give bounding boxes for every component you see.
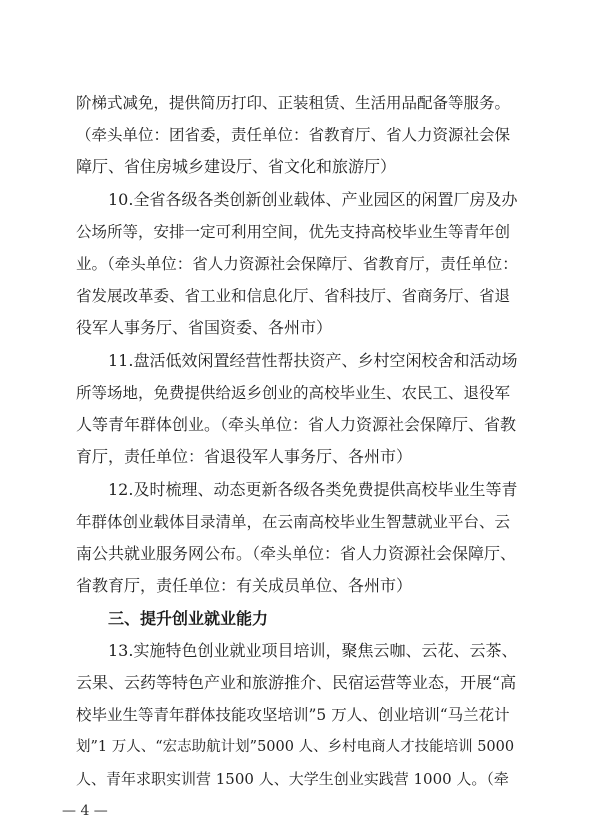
paragraph-line: 划”1 万人、“宏志助航计划”5000 人、乡村电商人才技能培训 5000 xyxy=(76,739,515,755)
paragraph-line: 人、青年求职实训营 1500 人、大学生创业实践营 1000 人。（牵 xyxy=(76,770,509,788)
paragraph-line: 省发展改革委、省工业和信息化厅、省科技厅、省商务厅、省退 xyxy=(76,287,511,305)
paragraph-line: 年群体创业载体目录清单，在云南高校毕业生智慧就业平台、云 xyxy=(76,513,511,531)
paragraph-line: 校毕业生等青年群体技能攻坚培训”5 万人、创业培训“马兰花计 xyxy=(76,706,510,724)
paragraph-line: 障厅、省住房城乡建设厅、省文化和旅游厅） xyxy=(76,157,397,176)
paragraph-line: 省教育厅，责任单位：有关成员单位、各州市） xyxy=(76,576,413,595)
paragraph-line: 公场所等，安排一定可利用空间，优先支持高校毕业生等青年创 xyxy=(76,223,511,241)
paragraph-line: 役军人事务厅、省国资委、各州市） xyxy=(76,318,333,337)
paragraph-line: （牵头单位：团省委，责任单位：省教育厅、省人力资源社会保 xyxy=(76,126,511,144)
paragraph-line: 人等青年群体创业。（牵头单位：省人力资源社会保障厅、省教 xyxy=(76,415,517,434)
paragraph-line: 10.全省各级各类创新创业载体、产业园区的闲置厂房及办 xyxy=(108,190,518,209)
paragraph-line: 阶梯式减免，提供简历打印、正装租赁、生活用品配备等服务。 xyxy=(76,94,511,112)
paragraph-line: 11.盘活低效闲置经营性帮扶资产、乡村空闲校舍和活动场 xyxy=(108,351,518,370)
paragraph-line: 育厅，责任单位：省退役军人事务厅、各州市） xyxy=(76,447,413,466)
paragraph-line: 12.及时梳理、动态更新各级各类免费提供高校毕业生等青 xyxy=(108,480,518,499)
paragraph-line: 云果、云药等特色产业和旅游推介、民宿运营等业态，开展“高 xyxy=(76,673,517,692)
page-number: — 4 — xyxy=(62,803,108,819)
paragraph-line: 13.实施特色创业就业项目培训，聚焦云咖、云花、云茶、 xyxy=(108,641,518,660)
paragraph-line: 南公共就业服务网公布。（牵头单位：省人力资源社会保障厅、 xyxy=(76,544,517,563)
paragraph-line: 所等场地，免费提供给返乡创业的高校毕业生、农民工、退役军 xyxy=(76,384,511,402)
paragraph-line: 业。（牵头单位：省人力资源社会保障厅、省教育厅，责任单位： xyxy=(76,255,518,273)
section-heading: 三、提升创业就业能力 xyxy=(108,609,269,628)
